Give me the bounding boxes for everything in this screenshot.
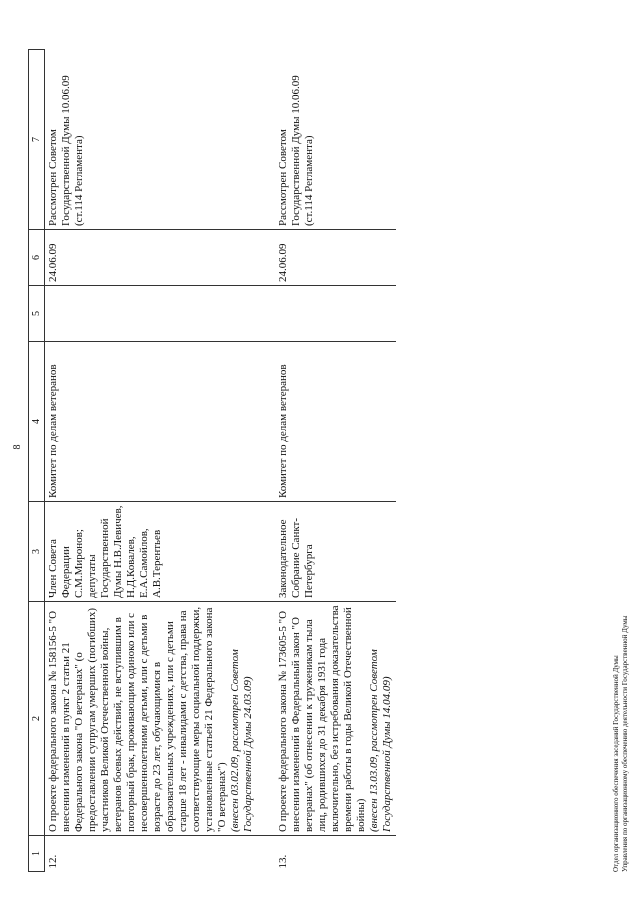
committee: Комитет по делам ветеранов	[275, 342, 396, 502]
date: 24.06.09	[275, 230, 396, 286]
table-row	[275, 50, 396, 872]
row-spacer	[257, 50, 275, 872]
footer	[612, 272, 630, 872]
initiator: Законодательное Собрание Санкт-Петербурга	[275, 502, 396, 602]
column-number: 4	[29, 342, 45, 502]
bill-description: О проекте федерального закона № 173605-5 "О внесении изменений в Федеральный закон "О ветеранах" (об отнесении к труженикам тыла лиц, родившихся до 31 декабря 1931 года включительно, без истребования доказательства времени работы в годы Великой Отечественной войны)	[277, 605, 367, 832]
column-number: 1	[29, 836, 45, 872]
status: Рассмотрен Советом Государственной Думы 10.06.09 (ст.114 Регламента)	[47, 75, 85, 226]
column-number-row	[29, 50, 45, 872]
bill-note: (внесен 03.02.09, рассмотрен Советом Государственной Думы 24.03.09)	[229, 649, 254, 832]
bill-note: (внесен 13.03.09, рассмотрен Советом Государственной Думы 14.04.09)	[368, 649, 393, 832]
footer-line: Отдел организационного обеспечения заседаний Государственной Думы	[612, 655, 620, 872]
column-5-value	[275, 286, 396, 342]
agenda-table	[28, 49, 396, 872]
date: 24.06.09	[45, 230, 258, 286]
initiator: Член Совета Федерации С.М.Миронов; депутаты Государственной Думы Н.В.Левичев, Н.Д.Ковалев, Е.А.Самойлов, А.В.Терентьев	[45, 502, 258, 602]
row-number: 13.	[275, 836, 396, 872]
column-number: 3	[29, 502, 45, 602]
bill-description: О проекте федерального закона № 158156-5 "О внесении изменений в пункт 2 статьи 21 Федерального закона "О ветеранах" (о предоставлении супругам умерших (погибших) участников Великой Отечественной войны, ветеранов боевых действий, не вступившим в повторный брак, проживающим одиноко или с несовершеннолетними детьми, или с детьми в возрасте до 23 лет, обучающимися в образовательных учреждениях, или с детьми старше 18 лет - инвалидами с детства, права на соответствующие меры социальной поддержки, установленные статьей 21 Федерального закона "О ветеранах")	[47, 606, 228, 832]
column-5-value	[45, 286, 258, 342]
status: Рассмотрен Советом Государственной Думы 10.06.09 (ст.114 Регламента)	[277, 75, 315, 226]
row-number: 12.	[45, 836, 258, 872]
column-number: 6	[29, 230, 45, 286]
page-number: 8	[12, 444, 23, 450]
committee: Комитет по делам ветеранов	[45, 342, 258, 502]
column-number: 7	[29, 50, 45, 230]
column-number: 2	[29, 602, 45, 836]
bill-description-cell	[275, 602, 396, 836]
table-row	[45, 50, 258, 872]
bill-description-cell	[45, 602, 258, 836]
footer-line: Управления по организационному обеспечению деятельности Государственной Думы	[621, 615, 629, 872]
column-number: 5	[29, 286, 45, 342]
